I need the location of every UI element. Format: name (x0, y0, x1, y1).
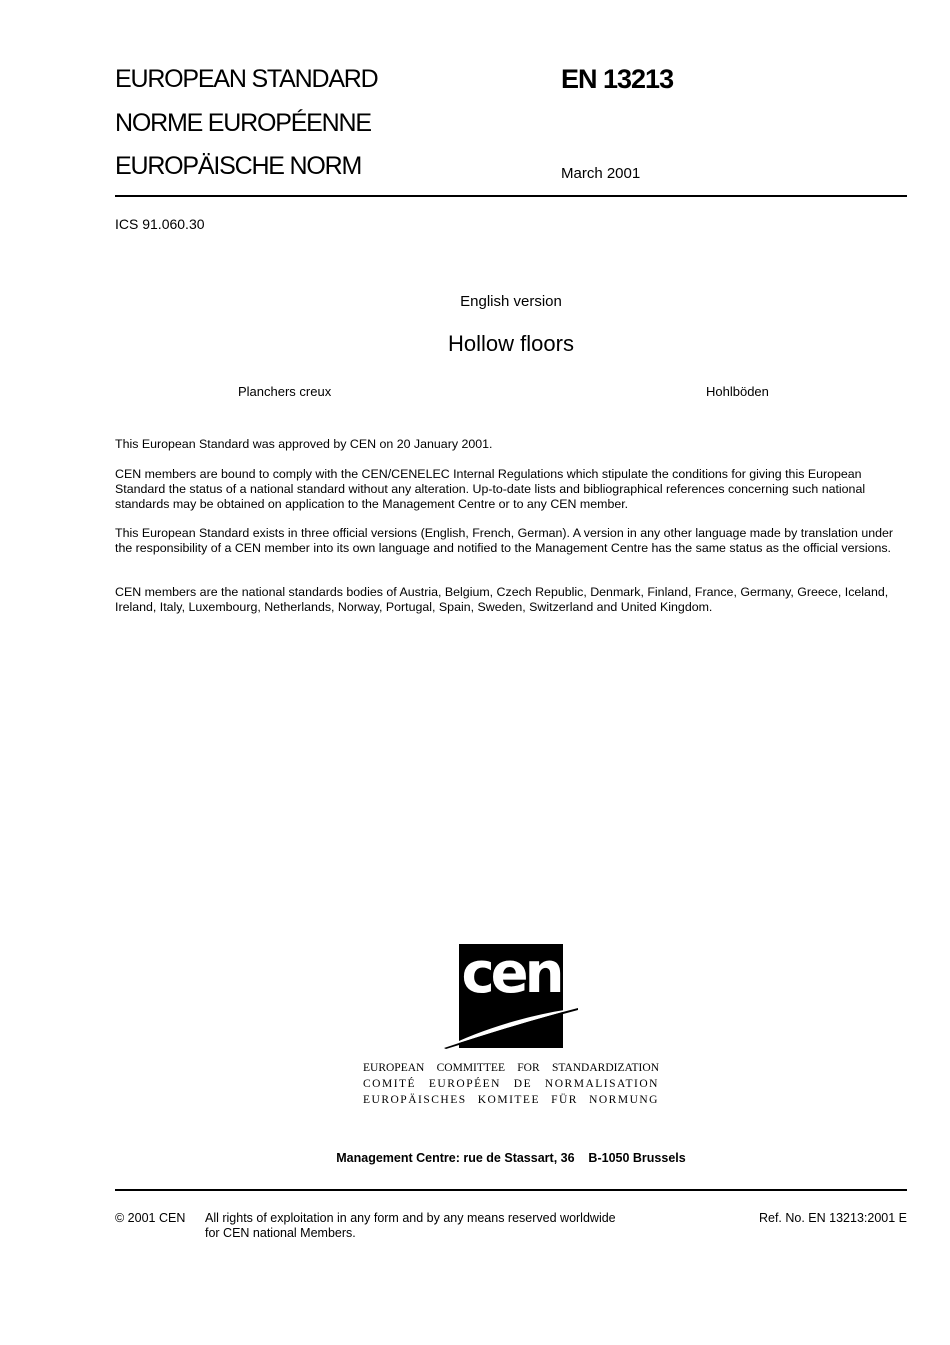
ics-code: ICS 91.060.30 (115, 216, 205, 232)
header-rule (115, 195, 907, 197)
cen-name-fr: COMITÉ EUROPÉEN DE NORMALISATION (363, 1078, 659, 1090)
publication-date: March 2001 (561, 165, 641, 182)
standard-number: EN 13213 (561, 64, 674, 94)
management-centre: Management Centre: rue de Stassart, 36 B-1050 Brussels (336, 1151, 686, 1165)
versions-paragraph: This European Standard exists in three official versions (English, French, German). A version in any other language made by translation under the responsibility of a CEN member into its own language and notified to the Management Centre has the same status as the official versions. (115, 526, 894, 555)
title-fr: Planchers creux (238, 384, 332, 399)
rights-statement: All rights of exploitation in any form and by any means reserved worldwide for CEN national Members. (205, 1211, 616, 1240)
reference-number: Ref. No. EN 13213:2001 E (758, 1211, 907, 1225)
cen-logo (440, 942, 580, 1052)
title-english: EUROPEAN STANDARD (115, 65, 378, 93)
approval-paragraph: This European Standard was approved by CEN on 20 January 2001. (115, 437, 493, 451)
footer-rule (115, 1189, 907, 1191)
cen-logo-text: cen (461, 942, 561, 1006)
document-title: Hollow floors (448, 331, 574, 356)
cen-name-en: EUROPEAN COMMITTEE FOR STANDARDIZATION (363, 1062, 659, 1074)
version-label: English version (460, 293, 562, 310)
members-paragraph: CEN members are the national standards bodies of Austria, Belgium, Czech Republic, Denmark, Finland, France, Germany, Greece, Iceland, Ireland, Italy, Luxembourg, Netherlands, Norway, Portugal, Spain, Sweden, Switzerland and United Kingdom. (115, 585, 889, 614)
regulations-paragraph: CEN members are bound to comply with the CEN/CENELEC Internal Regulations which stipulate the conditions for giving this European Standard the status of a national standard without any alteration. Up-to-date lists and bibliographical references concerning such national standards may be obtained on application to the Management Centre or to any CEN member. (115, 467, 866, 511)
title-german: EUROPÄISCHE NORM (115, 152, 362, 180)
title-french: NORME EUROPÉENNE (115, 109, 371, 137)
copyright: © 2001 CEN (115, 1211, 186, 1225)
title-de: Hohlböden (706, 384, 769, 399)
cen-name-de: EUROPÄISCHES KOMITEE FÜR NORMUNG (363, 1094, 659, 1106)
